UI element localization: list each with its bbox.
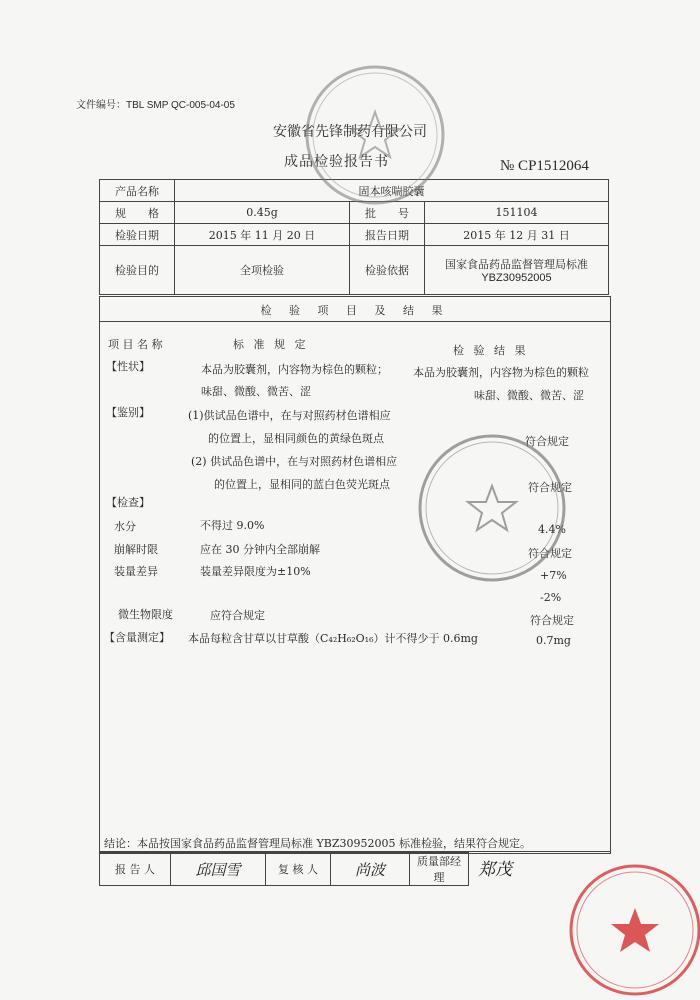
middle-seal-stamp <box>412 428 572 588</box>
signature-table <box>99 852 469 886</box>
reporter-label: 报 告 人 <box>100 853 171 886</box>
spec-value: 0.45g <box>175 202 350 224</box>
product-name-value: 固本咳喘胶囊 <box>175 180 609 202</box>
spec-label: 规 格 <box>100 202 175 224</box>
microbial-standard: 应符合规定 <box>210 609 265 622</box>
basis-line-2: YBZ30952005 <box>481 272 552 284</box>
reviewer-signature <box>331 853 410 886</box>
purpose-value: 全项检验 <box>175 246 350 295</box>
qa-manager-signature: 郑茂 <box>478 860 512 880</box>
ident2-standard-1: (2) 供试品色谱中，在与对照药材色谱相应 <box>191 455 398 468</box>
conclusion: 结论：本品按国家食品药品监督管理局标准 YBZ30952005 标准检验，结果符合规定。 <box>104 837 531 850</box>
check-label: 【检查】 <box>106 496 150 509</box>
reviewer-label: 复 核 人 <box>266 853 331 886</box>
top-seal-stamp <box>300 60 450 210</box>
company-name: 安徽省先锋制药有限公司 <box>273 124 427 140</box>
report-title: 成品检验报告书 <box>284 154 389 170</box>
ident2-result: 符合规定 <box>528 481 572 494</box>
basis-value <box>425 246 609 295</box>
batch-value: 151104 <box>425 202 609 224</box>
assay-label: 【含量测定】 <box>104 631 170 644</box>
disintegration-result: 符合规定 <box>528 547 572 560</box>
ident1-result: 符合规定 <box>525 435 569 448</box>
character-label: 【性状】 <box>106 360 150 373</box>
reporter-signature-text: 邱国雪 <box>195 860 241 879</box>
ident1-standard-1: (1)供试品色谱中，在与对照药材色谱相应 <box>188 409 391 422</box>
identification-label: 【鉴别】 <box>106 406 150 419</box>
character-standard-1: 本品为胶囊剂，内容物为棕色的颗粒； <box>201 363 388 376</box>
character-result-2: 味甜、微酸、微苦、涩 <box>474 389 584 402</box>
red-seal-stamp <box>560 858 700 998</box>
file-number: 文件编号：TBL SMP QC-005-04-05 <box>76 100 235 111</box>
qa-manager-label: 质量部经理 <box>410 853 469 886</box>
purpose-label: 检验目的 <box>100 246 175 295</box>
reviewer-signature-text: 尚波 <box>354 860 385 879</box>
water-standard: 不得过 9.0% <box>200 519 265 532</box>
reporter-signature <box>171 853 266 886</box>
disintegration-standard: 应在 30 分钟内全部崩解 <box>200 543 320 556</box>
weight-variation-label: 装量差异 <box>114 565 158 578</box>
batch-label: 批 号 <box>350 202 425 224</box>
water-result: 4.4% <box>538 523 566 536</box>
col-item-header: 项 目 名 称 <box>108 338 163 351</box>
weight-variation-standard: 装量差异限度为±10% <box>200 565 311 578</box>
basis-line-1: 国家食品药品监督管理局标准 <box>445 258 588 271</box>
microbial-label: 微生物限度 <box>118 608 173 621</box>
test-date-label: 检验日期 <box>100 224 175 246</box>
water-label: 水分 <box>114 520 136 533</box>
weight-variation-result-2: -2% <box>540 591 562 604</box>
ident1-standard-2: 的位置上，显相同颜色的黄绿色斑点 <box>208 432 384 445</box>
character-result-1: 本品为胶囊剂，内容物为棕色的颗粒 <box>413 366 589 379</box>
weight-variation-result-1: +7% <box>540 569 567 582</box>
assay-standard: 本品每粒含甘草以甘草酸（C₄₂H₆₂O₁₆）计不得少于 0.6mg <box>188 632 478 645</box>
report-date-value: 2015 年 12 月 31 日 <box>425 224 609 246</box>
basis-label: 检验依据 <box>350 246 425 295</box>
col-result-header: 检 验 结 果 <box>453 344 529 357</box>
product-name-label: 产品名称 <box>100 180 175 202</box>
section-title: 检 验 项 目 及 结 果 <box>260 304 450 317</box>
character-standard-2: 味甜、微酸、微苦、涩 <box>201 385 311 398</box>
disintegration-label: 崩解时限 <box>114 543 158 556</box>
test-date-value: 2015 年 11 月 20 日 <box>175 224 350 246</box>
assay-result: 0.7mg <box>536 634 571 647</box>
microbial-result: 符合规定 <box>530 614 574 627</box>
ident2-standard-2: 的位置上，显相同的蓝白色荧光斑点 <box>214 478 390 491</box>
report-date-label: 报告日期 <box>350 224 425 246</box>
section-divider <box>99 321 611 322</box>
col-standard-header: 标 准 规 定 <box>233 338 309 351</box>
serial-number: № CP1512064 <box>500 158 589 174</box>
